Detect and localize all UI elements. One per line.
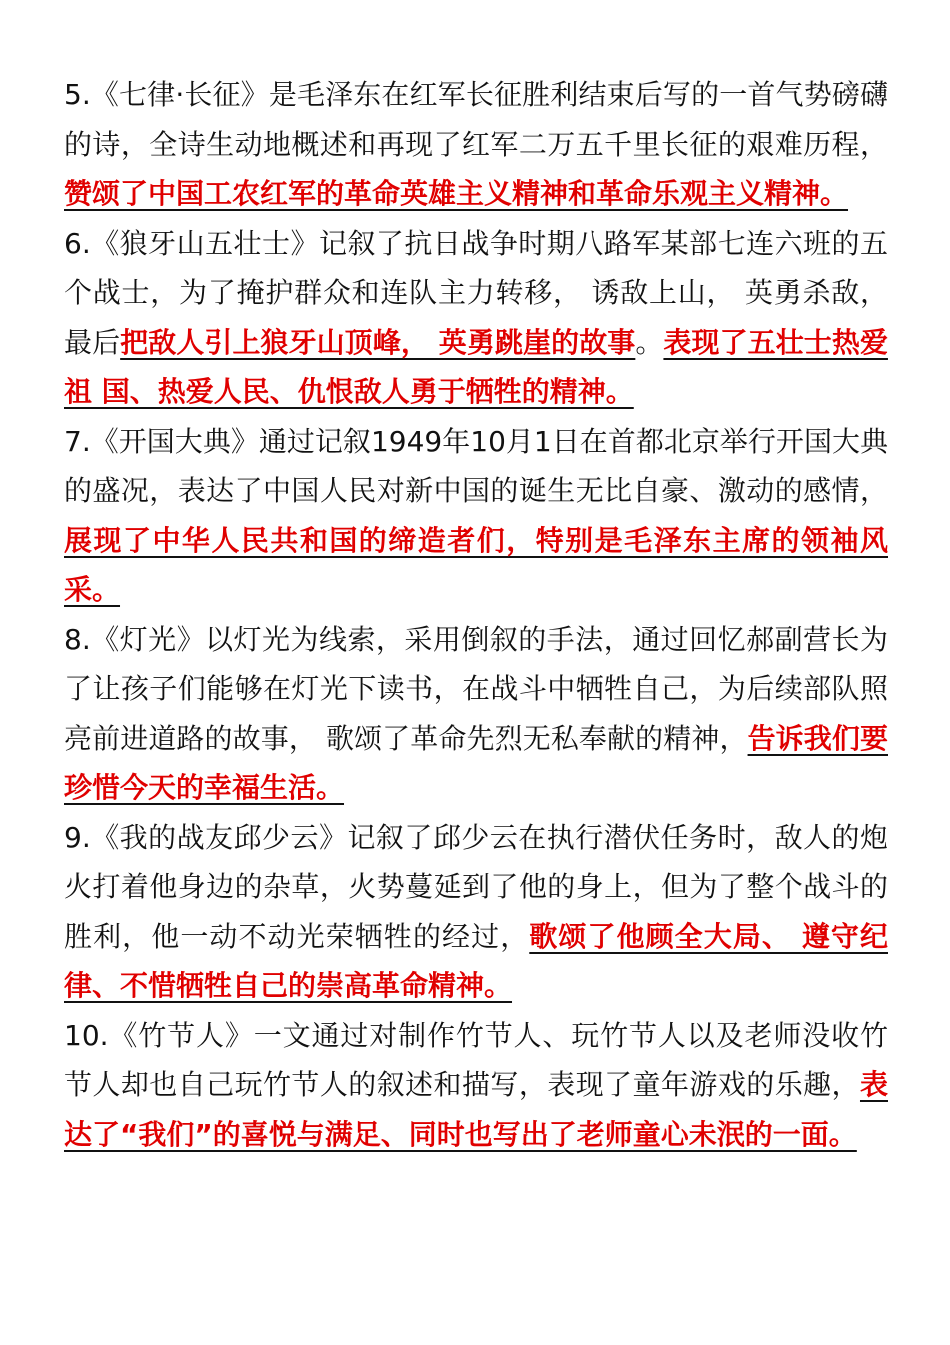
- item-10-highlight: 表达了“我们”的喜悦与满足、同时也写出了老师童心未泯的一面。: [64, 1068, 888, 1151]
- item-5-paragraph: [64, 70, 888, 219]
- item-5-text: 5.《七律·长征》是毛泽东在红军长征胜利结束后写的一首气势磅礴的诗，全诗生动地概述和再现了红军二万五千里长征的艰难历程，: [64, 78, 888, 161]
- item-10-text: 10.《竹节人》一文通过对制作竹节人、玩竹节人以及老师没收竹节人却也自己玩竹节人的叙述和描写，表现了童年游戏的乐趣，: [64, 1018, 888, 1101]
- item-7-highlight: 展现了中华人民共和国的缔造者们，特别是毛泽东主席的领袖风采。: [64, 523, 888, 606]
- item-6-highlight-2: 表现了五壮士热爱祖 国、热爱人民、仇恨敌人勇于牺牲的精神。: [64, 325, 888, 408]
- document-page: [64, 70, 888, 1159]
- item-8-highlight: 告诉我们要珍惜今天的幸福生活。: [64, 721, 888, 804]
- item-5-highlight: 赞颂了中国工农红军的革命英雄主义精神和革命乐观主义精神。: [64, 177, 849, 210]
- item-6-paragraph: [64, 219, 888, 417]
- item-6-text: 6.《狼牙山五壮士》记叙了抗日战争时期八路军某部七连六班的五个战士，为了掩护群众和连队主力转移， 诱敌上山， 英勇杀敌， 最后: [64, 226, 888, 359]
- item-6-highlight: 把敌人引上狼牙山顶峰， 英勇跳崖的故事: [120, 325, 636, 359]
- item-9-highlight: 歌颂了他顾全大局、 遵守纪律、不惜牺牲自己的崇高革命精神。: [64, 919, 888, 1002]
- item-7-text: 7.《开国大典》通过记叙1949年10月1日在首都北京举行开国大典的盛况，表达了中国人民对新中国的诞生无比自豪、激动的感情，: [64, 424, 888, 507]
- item-9-paragraph: [64, 813, 888, 1011]
- item-6-text-2: 。: [635, 325, 664, 359]
- item-8-paragraph: [64, 615, 888, 813]
- item-8-text: 8.《灯光》以灯光为线索，采用倒叙的手法，通过回忆郝副营长为了让孩子们能够在灯光下读书，在战斗中牺牲自己，为后续部队照亮前进道路的故事， 歌颂了革命先烈无私奉献的精神，: [64, 622, 888, 755]
- item-10-paragraph: [64, 1011, 888, 1160]
- item-9-text: 9.《我的战友邱少云》记叙了邱少云在执行潜伏任务时，敌人的炮火打着他身边的杂草，火势蔓延到了他的身上，但为了整个战斗的胜利，他一动不动光荣牺牲的经过，: [64, 820, 888, 953]
- item-7-paragraph: [64, 417, 888, 615]
